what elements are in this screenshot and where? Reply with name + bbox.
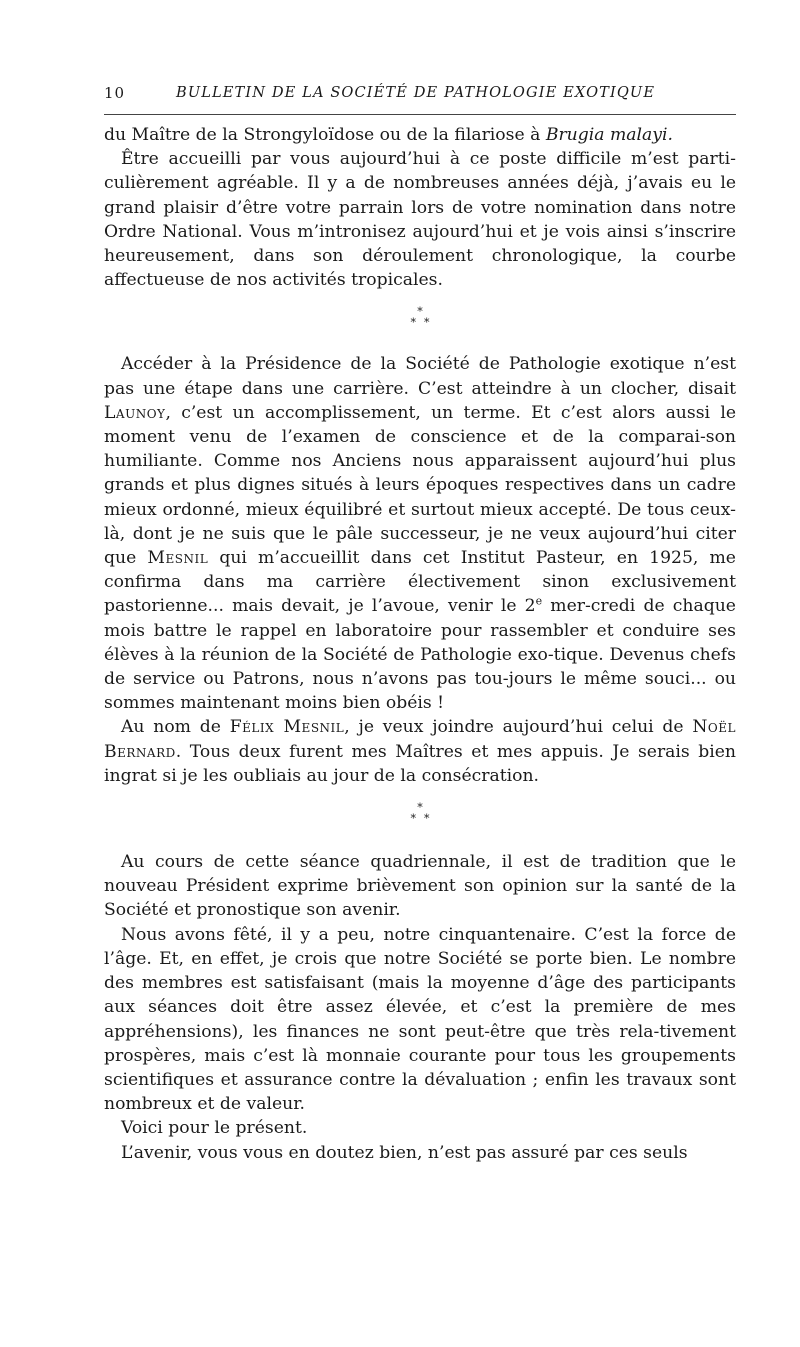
section-separator <box>104 788 736 850</box>
text-run: , je veux joindre aujourd’hui celui de <box>344 717 693 738</box>
text-run: qui m’accueillit dans cet Institut Pasteur, en 1925, me confirma dans ma carrière électivement sinon exclusivement pastorienne... mais devait, je l’avoue, venir le 2 <box>104 548 736 617</box>
asterism-top: * <box>417 801 423 815</box>
text-run: Accéder à la Présidence de la Société de Pathologie exotique n’est pas une étape dans une carrière. C’est atteindre à un clocher, disait <box>104 354 736 399</box>
text-run: . Tous deux furent mes Maîtres et mes appuis. Je serais bien ingrat si je les oubliais au jour de la consécration. <box>104 741 736 786</box>
asterism-top: * <box>417 305 423 319</box>
asterism-bottom: ** <box>410 812 438 826</box>
paragraph <box>104 715 736 788</box>
asterism <box>400 802 440 832</box>
paragraph <box>104 352 736 715</box>
paragraph: Être accueilli par vous aujourd’hui à ce poste difficile m’est parti-culièrement agréable. Il y a de nombreuses années déjà, j’avais eu le grand plaisir d’être votre parrain lors de votre nomination dans notre Ordre National. Vous m’intronisez aujourd’hui et je vois ainsi s’inscrire heureusement, dans son déroulement chronologique, la courbe affectueuse de nos activités tropicales. <box>104 149 736 291</box>
text-run: mer-credi de chaque mois battre le rappel en laboratoire pour rassembler et conduire ses élèves à la réunion de la Société de Pathologie exo-tique. Devenus chefs de service ou Patrons, nous n’avons pas tou-jours le même souci... ou sommes maintenant moins bien obéis ! <box>104 596 736 714</box>
person-name: Launoy <box>104 402 166 423</box>
paragraph <box>104 123 736 147</box>
person-name: Félix Mesnil <box>229 717 345 738</box>
paragraph: Au cours de cette séance quadriennale, il est de tradition que le nouveau Président exprime brièvement son opinion sur la santé de la Société et pronostique son avenir. <box>104 852 736 921</box>
paragraph: Voici pour le présent. <box>121 1118 308 1139</box>
text-run: Au nom de <box>121 717 230 738</box>
paragraph: L’avenir, vous vous en doutez bien, n’est pas assuré par ces seuls <box>121 1142 688 1163</box>
text-run: , c’est un accomplissement, un terme. Et c’est alors aussi le moment venu de l’examen de conscience et de la comparai-son humiliante. Comme nos Anciens nous apparaissent aujourd’hui plus grands et plus dignes situés à leurs époques respectives dans un cadre mieux ordonné, mieux équilibré et surtout mieux accepté. De tous ceux-là, dont je ne suis que le pâle successeur, je ne veux aujourd’hui citer que <box>104 402 736 569</box>
page-number: 10 <box>104 84 126 102</box>
species-name: Brugia malayi. <box>545 125 673 145</box>
header-rule <box>104 114 736 115</box>
page-header <box>104 84 736 110</box>
paragraph: Nous avons fêté, il y a peu, notre cinquantenaire. C’est la force de l’âge. Et, en effet, je crois que notre Société se porte bien. Le nombre des membres est satisfaisant (mais la moyenne d’âge des participants aux séances doit être assez élevée, et c’est la première de mes appréhensions), les finances ne sont peut-être que très rela-tivement prospères, mais c’est là monnaie courante pour tous les groupements scientifiques et assurance contre la dévaluation ; enfin les travaux sont nombreux et de valeur. <box>104 924 736 1115</box>
superscript: e <box>535 594 543 608</box>
asterism <box>400 306 440 336</box>
text-run: du Maître de la Strongyloïdose ou de la filariose à <box>104 125 546 145</box>
running-title: BULLETIN DE LA SOCIÉTÉ DE PATHOLOGIE EXOTIQUE <box>176 84 656 101</box>
person-name: Noël Bernard <box>104 717 736 762</box>
body-text <box>104 123 736 1165</box>
section-separator <box>104 292 736 352</box>
asterism-bottom: ** <box>410 316 438 330</box>
person-name: Mesnil <box>147 548 209 569</box>
